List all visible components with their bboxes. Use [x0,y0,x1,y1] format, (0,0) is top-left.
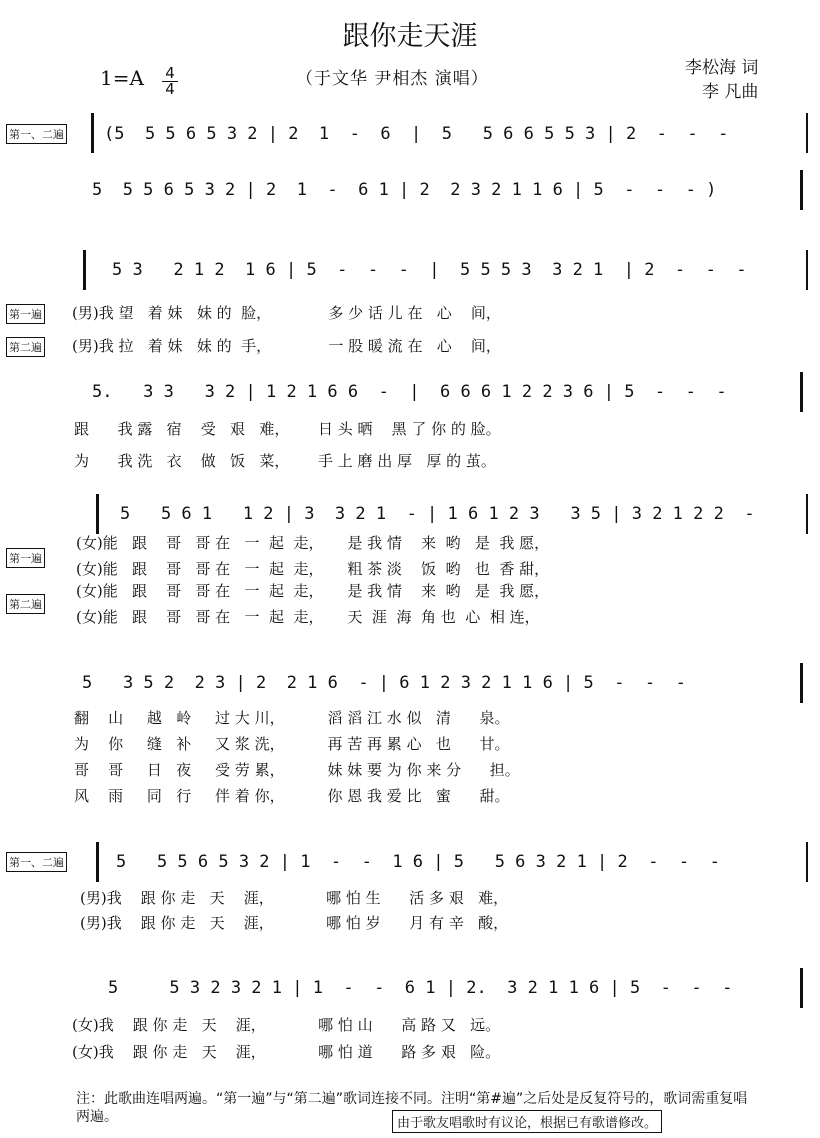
verse-label-2: 第二遍 [6,337,45,357]
lyric-line: 风 雨 同 行 伴 着 你， 你 恩 我 爱 比 蜜 甜。 [74,787,510,805]
notation-line: 5 3 2 1 2 1 6 | 5 - - - | 5 5 5 3 3 2 1 | 2 - - - [112,260,747,280]
lyric-line: 跟 我 露 宿 受 艰 难， 日 头 晒 黑 了 你 的 脸。 [74,420,501,438]
repeat-barline [96,494,99,534]
repeat-barline [83,250,86,290]
notation-line: 5 5 5 6 5 3 2 | 2 1 - 6 1 | 2 2 3 2 1 1 6 | 5 - - - ) [92,180,717,200]
barline [806,113,808,153]
lyric-line: (男)我 望 着 妹 妹 的 脸， 多 少 话 儿 在 心 间， [72,304,501,322]
lyric-line: (男)我 跟 你 走 天 涯， 哪 怕 生 活 多 艰 难， [80,889,509,907]
lyricist-credit: 李松海 词 [685,58,759,78]
lyric-line: 哥 哥 日 夜 受 劳 累， 妹 妹 要 为 你 来 分 担。 [74,761,520,779]
verse-label-1: 第一遍 [6,304,45,324]
time-signature [162,66,178,97]
performers: （于文华 尹相杰 演唱） [296,69,489,89]
verse-label-1: 第一遍 [6,548,45,568]
barline [806,250,808,290]
song-title: 跟你走天涯 [342,21,478,52]
time-signature-bottom: 4 [165,80,175,98]
lyric-line: 为 你 缝 补 又 浆 洗， 再 苦 再 累 心 也 甘。 [74,735,510,753]
lyric-line: 为 我 洗 衣 做 饭 菜， 手 上 磨 出 厚 厚 的 茧。 [74,452,496,470]
lyric-line: (女)我 跟 你 走 天 涯， 哪 怕 道 路 多 艰 险。 [72,1043,501,1061]
lyric-line: (女)能 跟 哥 哥 在 一 起 走， 天 涯 海 角 也 心 相 连， [76,608,540,626]
repeat-end-barline [800,968,803,1008]
credits [685,56,758,104]
notation-line: 5. 3 3 3 2 | 1 2 1 6 6 - | 6 6 6 1 2 2 3 6 | 5 - - - [92,382,727,402]
composer-credit: 李 凡曲 [702,82,759,102]
lyric-line: (女)能 跟 哥 哥 在 一 起 走， 是 我 情 来 哟 是 我 愿， [76,582,550,600]
lyric-line: (女)能 跟 哥 哥 在 一 起 走， 是 我 情 来 哟 是 我 愿， [76,534,550,552]
verse-label-2: 第二遍 [6,594,45,614]
repeat-end-barline [800,372,803,412]
lyric-line: (男)我 拉 着 妹 妹 的 手， 一 股 暖 流 在 心 间， [72,337,501,355]
verse-label-1-2: 第一、二遍 [6,124,67,144]
notation-line: (5 5 5 6 5 3 2 | 2 1 - 6 | 5 5 6 6 5 5 3 | 2 - - - [104,124,729,144]
repeat-end-barline [800,663,803,703]
notation-line: 5 5 3 2 3 2 1 | 1 - - 6 1 | 2. 3 2 1 1 6 | 5 - - - [108,978,733,998]
lyric-line: 翻 山 越 岭 过 大 川， 滔 滔 江 水 似 清 泉。 [74,709,510,727]
time-signature-top: 4 [162,66,178,82]
notation-line: 5 3 5 2 2 3 | 2 2 1 6 - | 6 1 2 3 2 1 1 6 | 5 - - - [82,673,686,693]
barline [806,842,808,882]
verse-label-1-2: 第一、二遍 [6,852,67,872]
lyric-line: (男)我 跟 你 走 天 涯， 哪 怕 岁 月 有 辛 酸， [80,914,509,932]
notation-line: 5 5 5 6 5 3 2 | 1 - - 1 6 | 5 5 6 3 2 1 | 2 - - - [116,852,720,872]
revision-note: 由于歌友唱歌时有议论，根据已有歌谱修改。 [392,1110,662,1133]
repeat-end-barline [800,170,803,210]
notation-line: 5 5 6 1 1 2 | 3 3 2 1 - | 1 6 1 2 3 3 5 | 3 2 1 2 2 - [120,504,755,524]
lyric-line: (女)能 跟 哥 哥 在 一 起 走， 粗 茶 淡 饭 哟 也 香 甜， [76,560,550,578]
repeat-barline [96,842,99,882]
barline [806,494,808,534]
footnote: 注：此歌曲连唱两遍。“第一遍”与“第二遍”歌词连接不同。注明“第#遍”之后处是反复符号的，歌词需重复唱两遍。 [76,1091,748,1125]
repeat-barline [91,113,94,153]
key-signature: 1=A [100,66,144,90]
lyric-line: (女)我 跟 你 走 天 涯， 哪 怕 山 高 路 又 远。 [72,1016,501,1034]
